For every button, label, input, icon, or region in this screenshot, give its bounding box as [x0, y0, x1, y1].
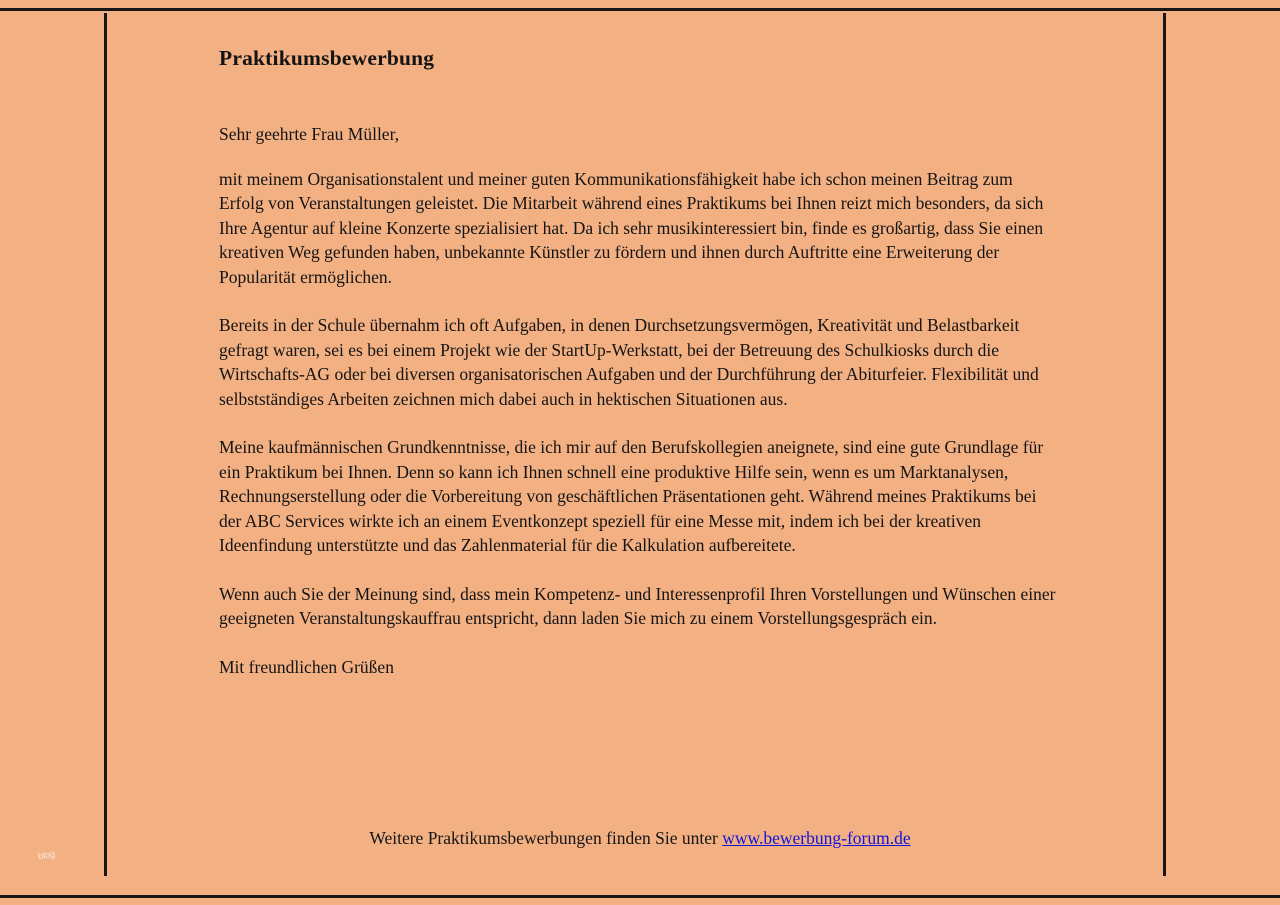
bottom-border-line: [0, 895, 1280, 898]
footer-link[interactable]: www.bewerbung-forum.de: [722, 828, 911, 848]
closing-salutation: Mit freundlichen Grüßen: [219, 656, 394, 677]
paragraph-school-experience: Bereits in der Schule übernahm ich oft Aufgaben, in denen Durchsetzungsvermögen, Kreativität und Belastbarkeit gefragt waren, sei es bei einem Projekt wie der StartUp-Werkstatt, bei der Betreuung des Schulkiosks durch die Wirtschafts-AG oder bei diversen organisatorischen Aufgaben und der Durchführung der Abiturfeier. Flexibilität und selbstständiges Arbeiten zeichnen mich dabei auch in hektischen Situationen aus.: [219, 315, 1039, 409]
left-vertical-rule: [104, 13, 107, 876]
paragraph-invitation: Wenn auch Sie der Meinung sind, dass mein Kompetenz- und Interessenprofil Ihren Vorstellungen und Wünschen einer geeigneten Veranstaltungskauffrau entspricht, dann laden Sie mich zu einem Vorstellungsgespräch ein.: [219, 583, 1056, 628]
salutation: Sehr geehrte Frau Müller,: [219, 124, 400, 144]
right-vertical-rule: [1163, 13, 1166, 876]
footer-text: Weitere Praktikumsbewerbungen finden Sie unter: [369, 828, 723, 848]
letter-content: [219, 44, 1059, 679]
letter-title: Praktikumsbewerbung: [219, 46, 435, 70]
paragraph-skills: Meine kaufmännischen Grundkenntnisse, die ich mir auf den Berufskollegien aneignete, sind eine gute Grundlage für ein Praktikum bei Ihnen. Denn so kann ich Ihnen schnell eine produktive Hilfe sein, wenn es um Marktanalysen, Rechnungserstellung oder die Vorbereitung von geschäftlichen Präsentationen geht. Während meines Praktikums bei der ABC Services wirkte ich an einem Eventkonzept speziell für eine Messe mit, indem ich bei der kreativen Ideenfindung unterstützte und das Zahlenmaterial für die Kalkulation aufbereitete.: [219, 437, 1044, 555]
paragraph-motivation: mit meinem Organisationstalent und meiner guten Kommunikationsfähigkeit habe ich schon meinen Beitrag zum Erfolg von Veranstaltungen geleistet. Die Mitarbeit während eines Praktikums bei Ihnen reizt mich besonders, da sich Ihre Agentur auf kleine Konzerte spezialisiert hat. Da ich sehr musikinteressiert bin, finde es großartig, dass Sie einen kreativen Weg gefunden haben, unbekannte Künstler zu fördern und ihnen durch Auftritte eine Erweiterung der Popularität ermöglichen.: [219, 168, 1044, 287]
footer-note: [0, 826, 1280, 851]
top-border-line: [0, 8, 1280, 11]
blog-watermark: blog: [37, 848, 56, 862]
